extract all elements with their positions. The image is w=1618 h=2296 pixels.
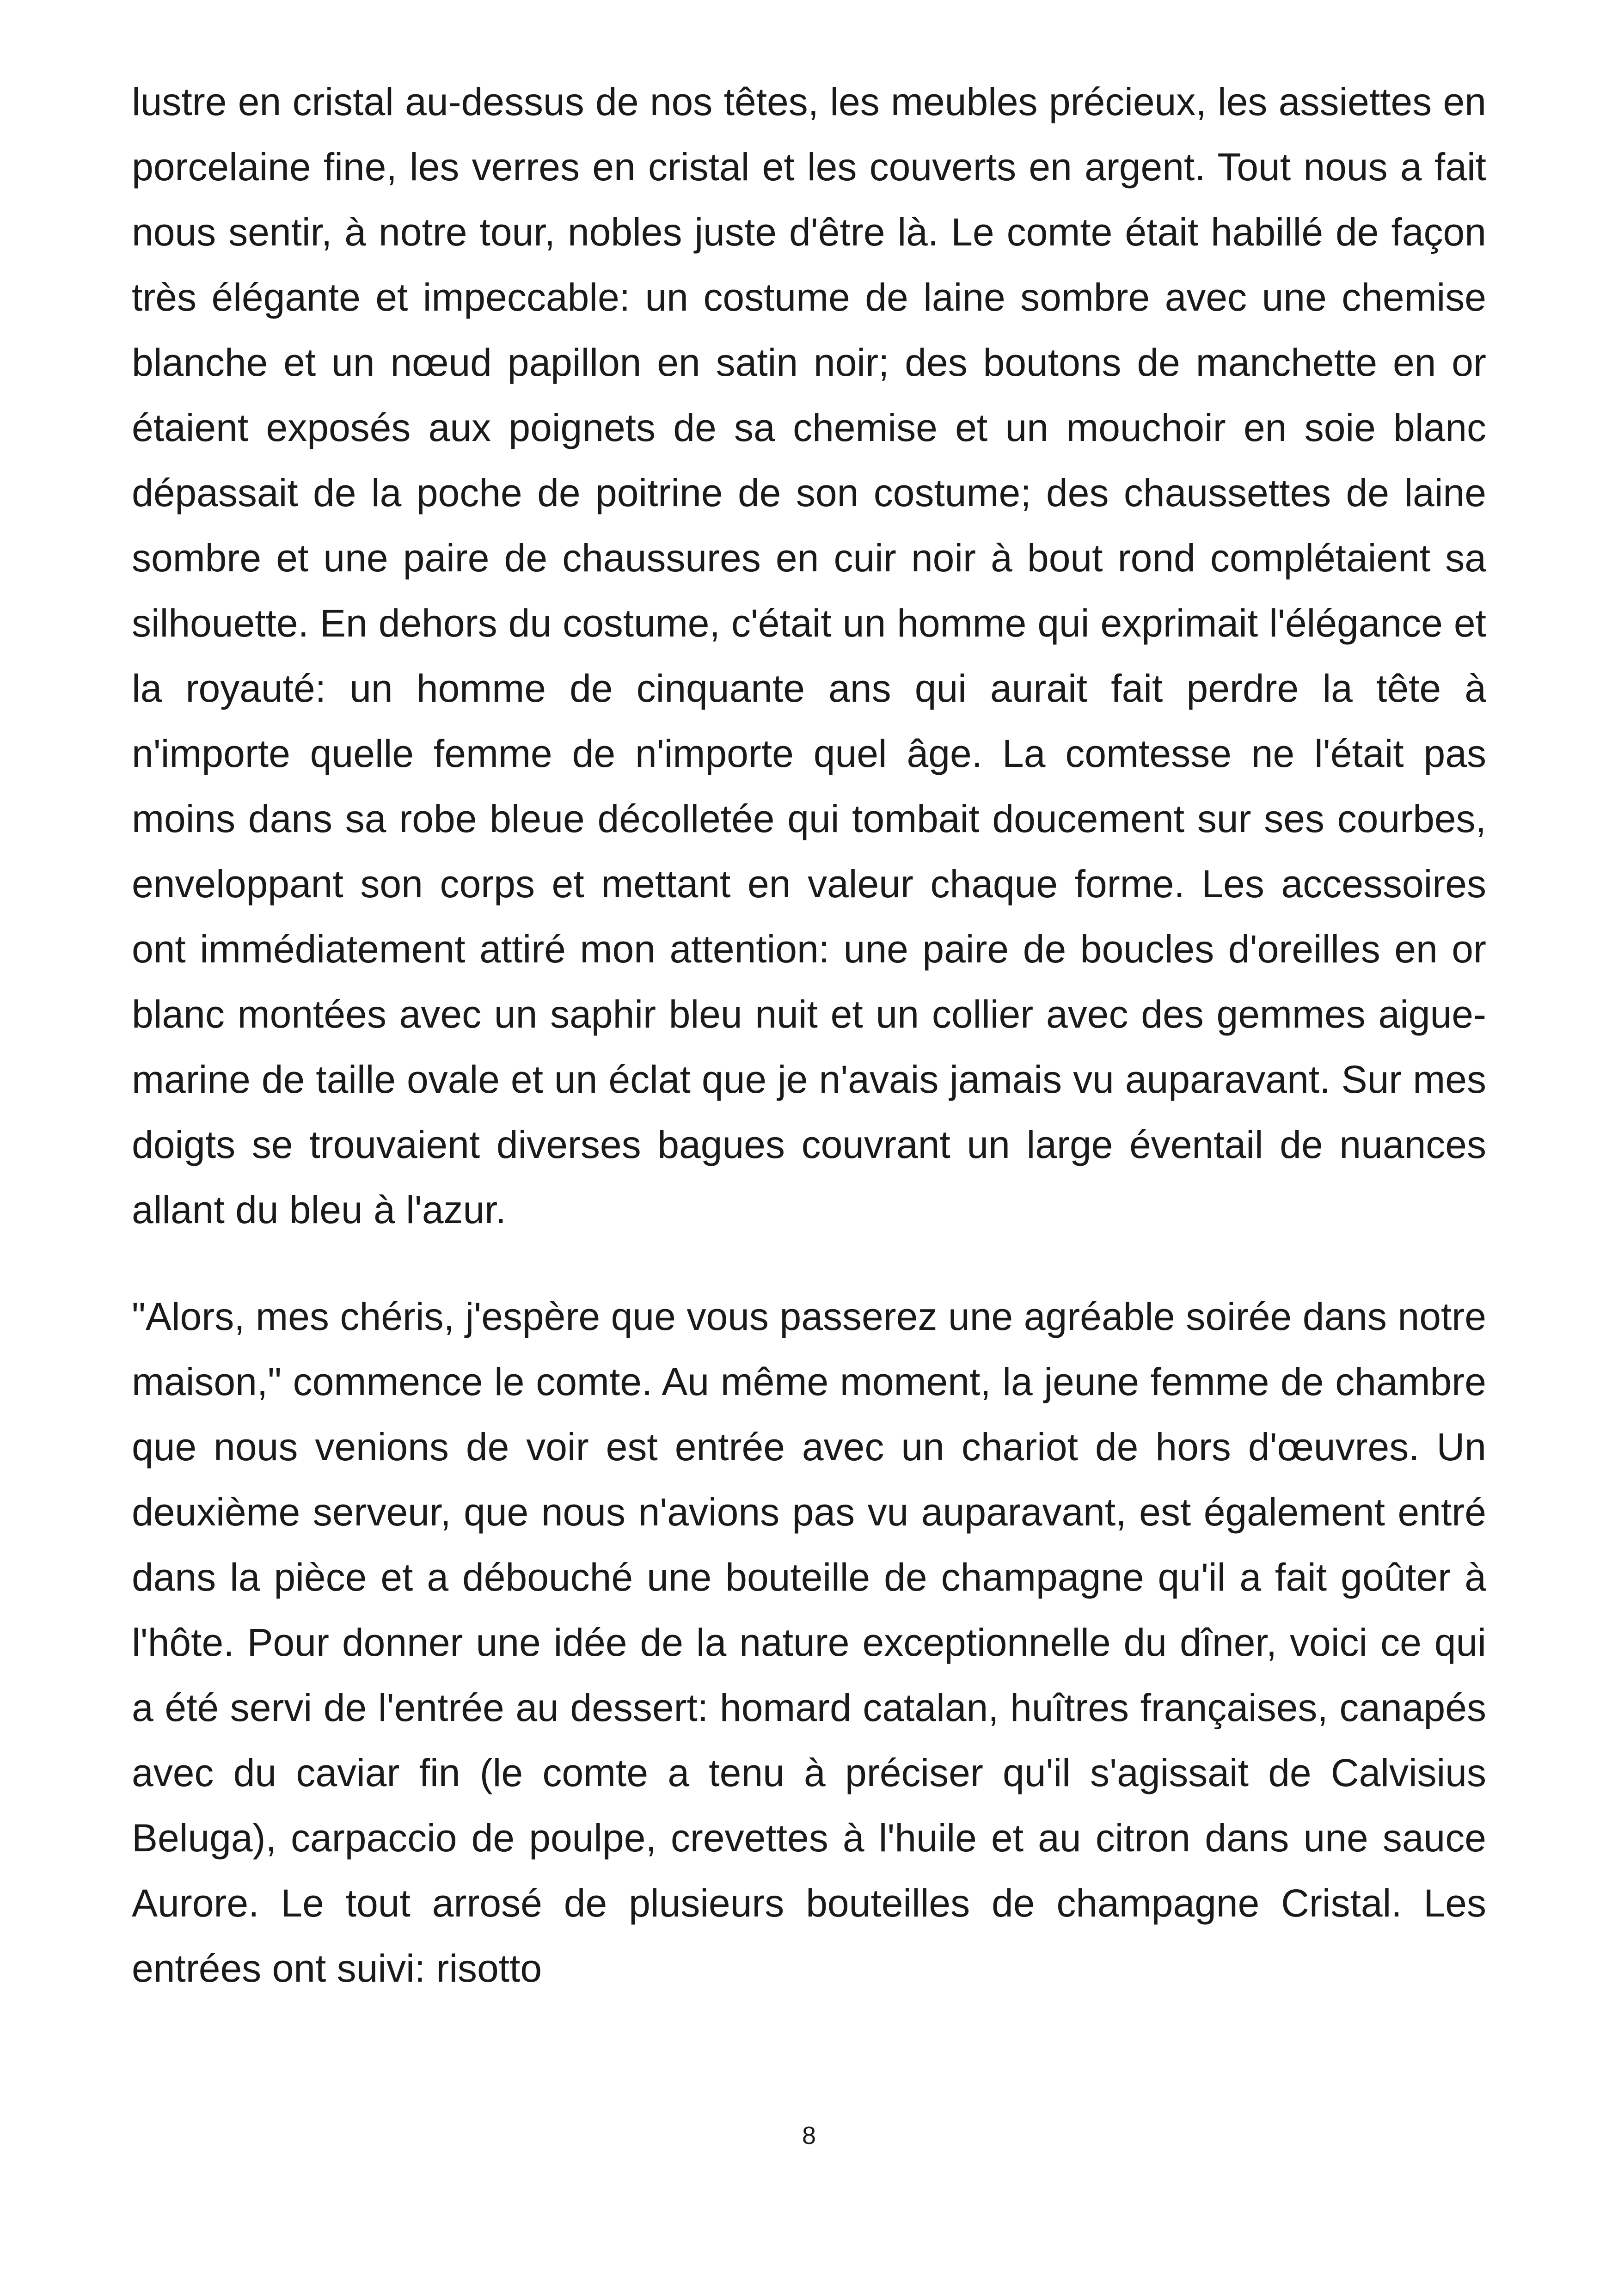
page-number: 8	[802, 2122, 816, 2149]
paragraph-1: lustre en cristal au-dessus de nos têtes, les meubles précieux, les assiettes en porcelaine fine, les verres en cristal et les couverts en argent. Tout nous a fait nous sentir, à notre tour, nobles juste d'être là. Le comte était habillé de façon très élégante et impeccable: un costume de laine sombre avec une chemise blanche et un nœud papillon en satin noir; des boutons de manchette en or étaient exposés aux poignets de sa chemise et un mouchoir en soie blanc dépassait de la poche de poitrine de son costume; des chaussettes de laine sombre et une paire de chaussures en cuir noir à bout rond complétaient sa silhouette. En dehors du costume, c'était un homme qui exprimait l'élégance et la royauté: un homme de cinquante ans qui aurait fait perdre la tête à n'importe quelle femme de n'importe quel âge. La comtesse ne l'était pas moins dans sa robe bleue décolletée qui tombait doucement sur ses courbes, enveloppant son corps et mettant en valeur chaque forme. Les accessoires ont immédiatement attiré mon attention: une paire de boucles d'oreilles en or blanc montées avec un saphir bleu nuit et un collier avec des gemmes aigue-marine de taille ovale et un éclat que je n'avais jamais vu auparavant. Sur mes doigts se trouvaient diverses bagues couvrant un large éventail de nuances allant du bleu à l'azur.	[132, 80, 1486, 1231]
body-text	[132, 69, 1486, 2001]
paragraph-2: "Alors, mes chéris, j'espère que vous passerez une agréable soirée dans notre maison," commence le comte. Au même moment, la jeune femme de chambre que nous venions de voir est entrée avec un chariot de hors d'œuvres. Un deuxième serveur, que nous n'avions pas vu auparavant, est également entré dans la pièce et a débouché une bouteille de champagne qu'il a fait goûter à l'hôte. Pour donner une idée de la nature exceptionnelle du dîner, voici ce qui a été servi de l'entrée au dessert: homard catalan, huîtres françaises, canapés avec du caviar fin (le comte a tenu à préciser qu'il s'agissait de Calvisius Beluga), carpaccio de poulpe, crevettes à l'huile et au citron dans une sauce Aurore. Le tout arrosé de plusieurs bouteilles de champagne Cristal. Les entrées ont suivi: risotto	[132, 1295, 1486, 1990]
